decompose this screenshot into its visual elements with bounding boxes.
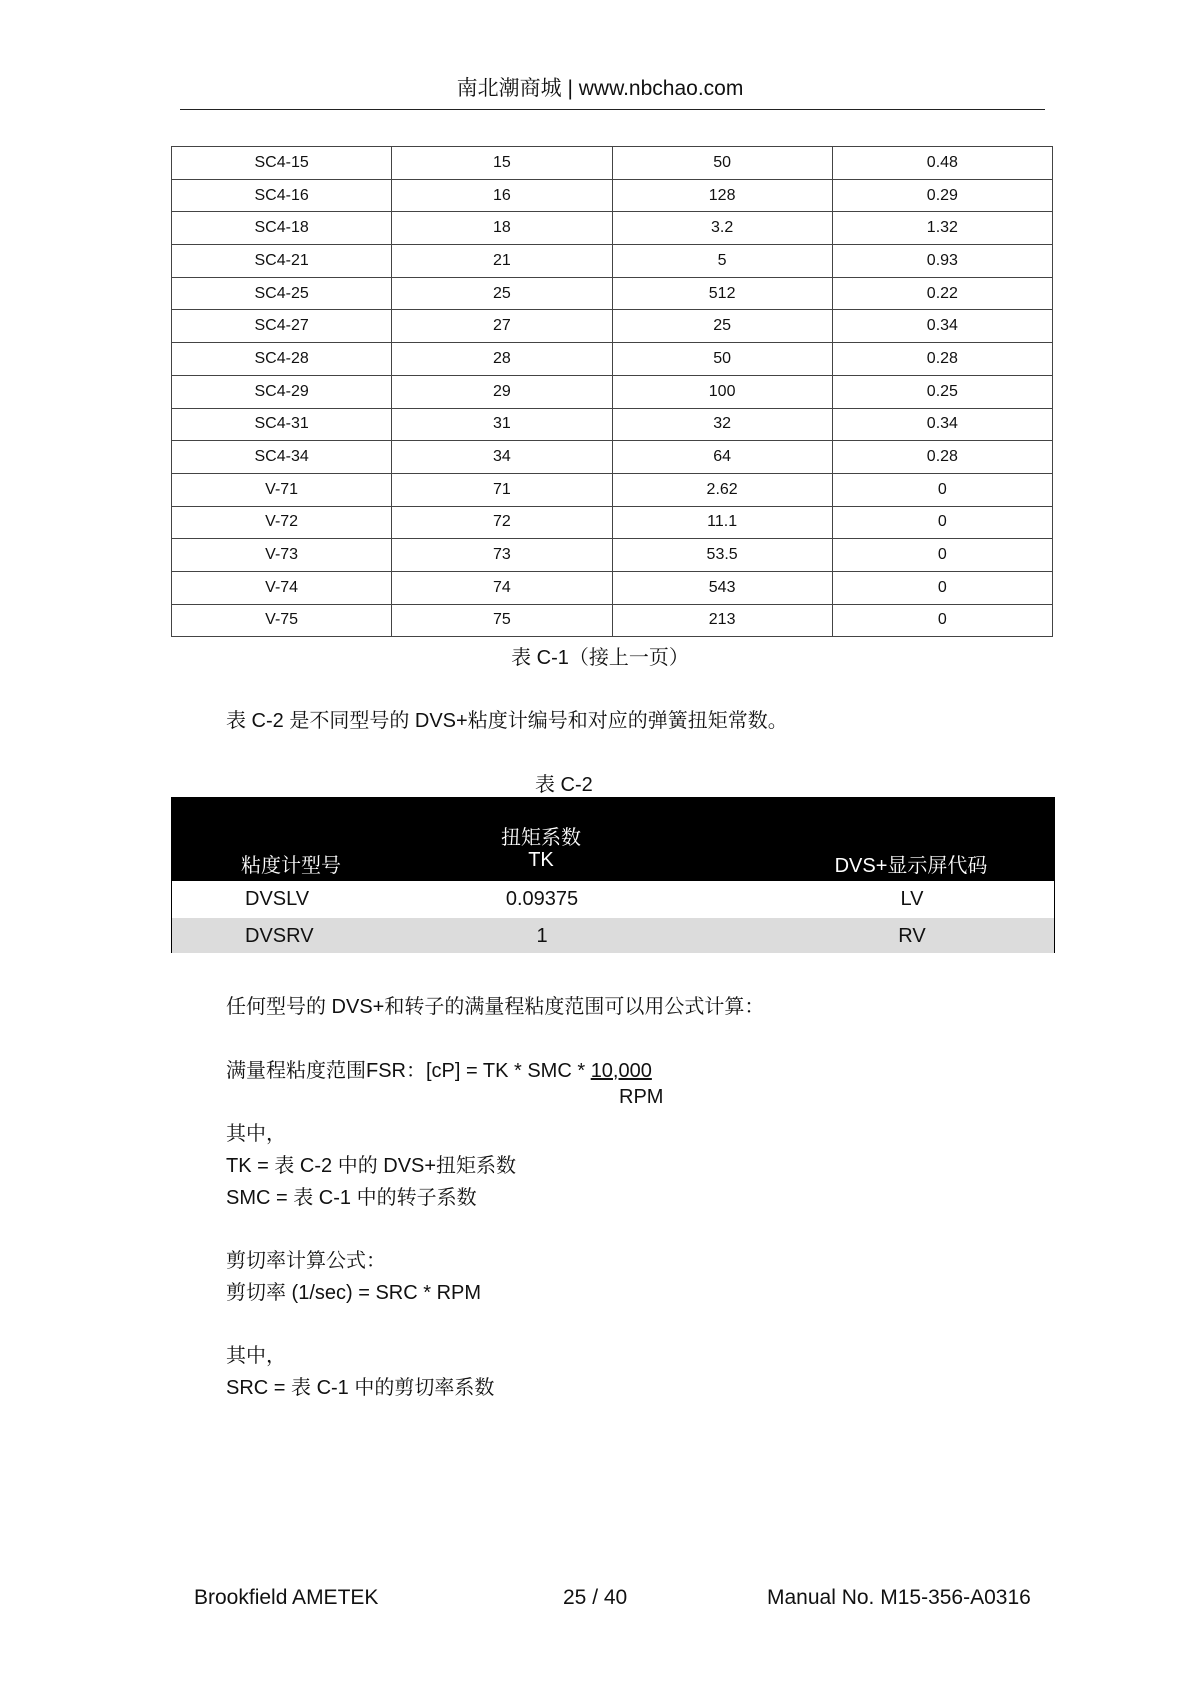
cell: 1 [536,925,548,947]
header-divider [180,109,1045,110]
formula [226,1054,652,1083]
table-row [172,375,1053,408]
cell: 15 [392,147,612,180]
cell: V-73 [172,539,392,572]
cell: SC4-28 [172,343,392,376]
cell: 512 [612,277,832,310]
cell: 0.34 [832,310,1052,343]
cell: 0.93 [832,245,1052,278]
text: SRC = 表 C-1 中的剪切率系数 [226,1377,495,1399]
cell: 2.62 [612,473,832,506]
cell: 71 [392,473,612,506]
table-row [172,179,1053,212]
cell: 25 [612,310,832,343]
paragraph: 任何型号的 DVS+和转子的满量程粘度范围可以用公式计算： [226,996,765,1018]
cell: 1.32 [832,212,1052,245]
cell: 50 [612,343,832,376]
table-row [172,343,1053,376]
table-row [172,310,1053,343]
cell: 16 [392,179,612,212]
text: 其中， [226,1345,286,1367]
cell: 0.34 [832,408,1052,441]
table-row [172,212,1053,245]
cell: 18 [392,212,612,245]
page-header: 南北潮商城 | www.nbchao.com [456,77,744,100]
cell: 29 [392,375,612,408]
header-cell: DVS+显示屏代码 [834,855,988,877]
cell: RV [898,925,926,947]
table-row [172,277,1053,310]
cell: 0 [832,539,1052,572]
cell: 128 [612,179,832,212]
cell: 100 [612,375,832,408]
cell: SC4-15 [172,147,392,180]
cell: 74 [392,571,612,604]
table-row [171,881,1055,918]
cell: 0.25 [832,375,1052,408]
cell: 0.48 [832,147,1052,180]
table-c2-caption: 表 C-2 [535,774,593,796]
table-c1-caption: 表 C-1（接上一页） [511,647,689,669]
cell: SC4-21 [172,245,392,278]
cell: 0 [832,604,1052,637]
header-cell: 扭矩系数 [501,827,581,849]
table-row [172,473,1053,506]
table-header [171,797,1055,881]
paragraph: 表 C-2 是不同型号的 DVS+粘度计编号和对应的弹簧扭矩常数。 [226,710,788,732]
cell: 0.09375 [505,888,579,910]
cell: SC4-16 [172,179,392,212]
cell: 64 [612,441,832,474]
formula-numerator: 10,000 [590,1060,652,1082]
table-c1 [171,146,1053,637]
header-cell: TK [528,849,554,871]
cell: 0.29 [832,179,1052,212]
cell: 213 [612,604,832,637]
cell: 0.22 [832,277,1052,310]
cell: 3.2 [612,212,832,245]
table-row [172,147,1053,180]
cell: V-74 [172,571,392,604]
cell: V-72 [172,506,392,539]
cell: 0.28 [832,441,1052,474]
text: 剪切率计算公式： [226,1250,386,1272]
table-row [172,408,1053,441]
table-row [172,571,1053,604]
text: 其中， [226,1123,286,1145]
table-row [172,506,1053,539]
cell: 73 [392,539,612,572]
cell: 31 [392,408,612,441]
cell: V-71 [172,473,392,506]
cell: 0 [832,571,1052,604]
cell: 32 [612,408,832,441]
cell: 75 [392,604,612,637]
cell: SC4-34 [172,441,392,474]
table-row [172,539,1053,572]
cell: 0 [832,473,1052,506]
cell: SC4-29 [172,375,392,408]
footer-right: Manual No. M15-356-A0316 [767,1586,1031,1609]
cell: 27 [392,310,612,343]
table-row [172,441,1053,474]
cell: SC4-25 [172,277,392,310]
cell: 5 [612,245,832,278]
cell: SC4-31 [172,408,392,441]
cell: DVSRV [245,925,314,947]
footer-left: Brookfield AMETEK [194,1586,379,1609]
cell: SC4-27 [172,310,392,343]
text: 剪切率 (1/sec) = SRC * RPM [226,1282,482,1304]
cell: 72 [392,506,612,539]
cell: 543 [612,571,832,604]
cell: V-75 [172,604,392,637]
formula-left: 满量程粘度范围FSR：[cP] = TK * SMC * [226,1060,591,1082]
table-row [172,245,1053,278]
cell: SC4-18 [172,212,392,245]
cell: DVSLV [245,888,310,910]
cell: 50 [612,147,832,180]
text: SMC = 表 C-1 中的转子系数 [226,1187,477,1209]
cell: LV [900,888,924,910]
cell: 34 [392,441,612,474]
header-cell: 粘度计型号 [241,855,341,877]
formula-denominator: RPM [619,1086,664,1108]
table-row [172,604,1053,637]
cell: 21 [392,245,612,278]
cell: 53.5 [612,539,832,572]
text: TK = 表 C-2 中的 DVS+扭矩系数 [226,1155,517,1177]
cell: 25 [392,277,612,310]
cell: 11.1 [612,506,832,539]
table-row [171,918,1055,953]
cell: 0.28 [832,343,1052,376]
page-number: 25 / 40 [563,1586,628,1609]
table-c2 [171,797,1055,953]
cell: 28 [392,343,612,376]
cell: 0 [832,506,1052,539]
